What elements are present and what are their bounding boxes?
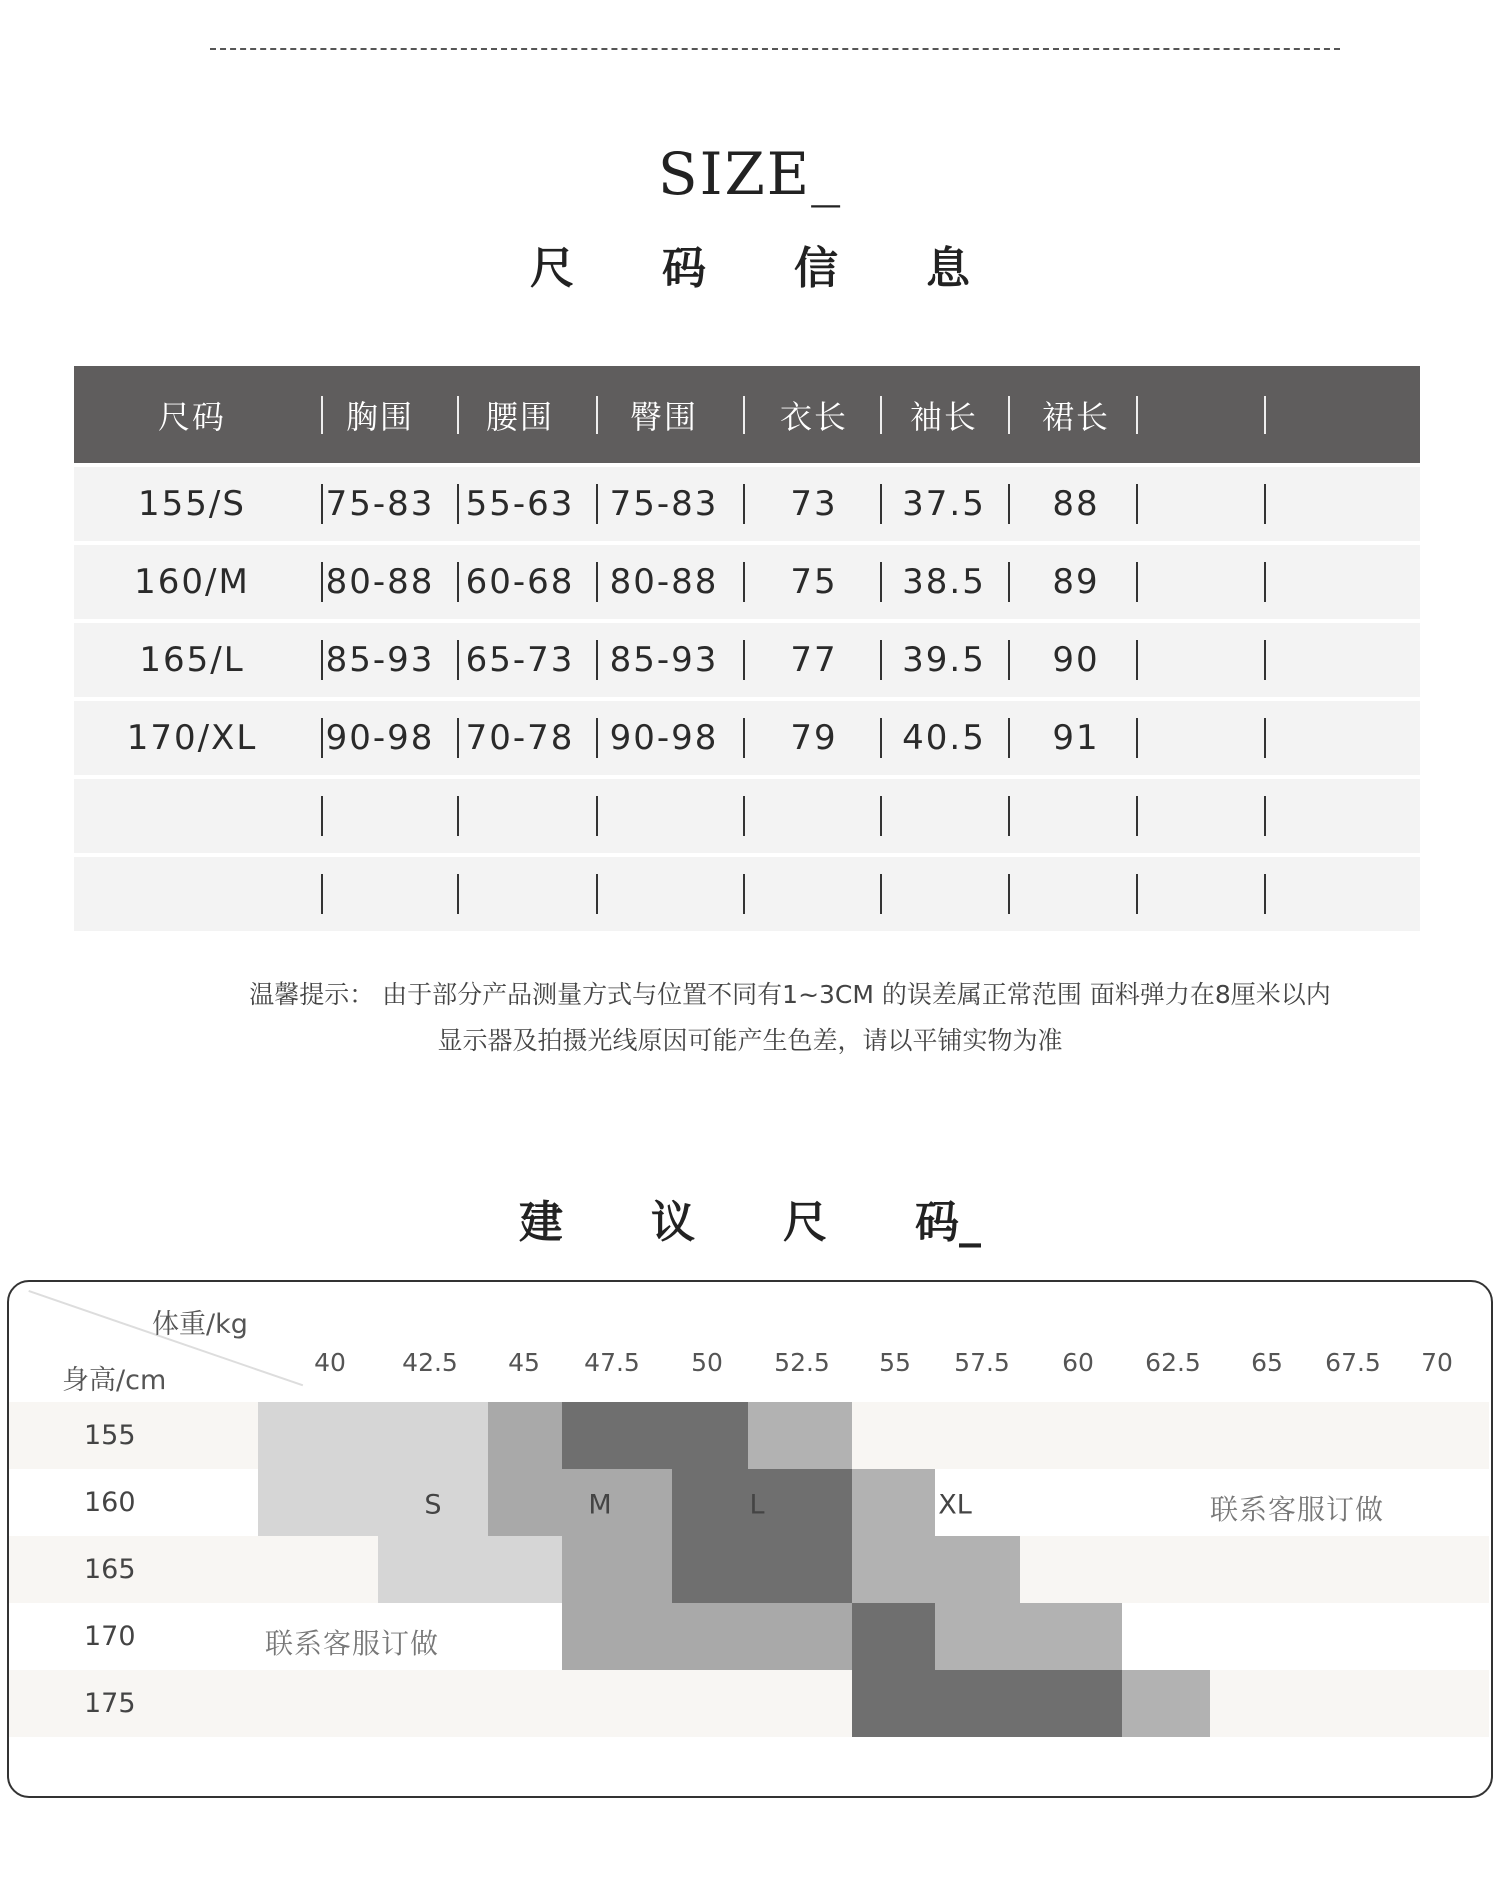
column-separator [1264,718,1266,758]
column-separator [1136,396,1138,434]
column-separator [596,562,598,602]
column-separator [1008,396,1010,434]
size-label-xl: XL [938,1489,972,1521]
column-separator [880,874,882,914]
header-col-waist: 腰围 [485,397,554,436]
cell-col-bust [310,857,450,931]
column-separator [743,484,745,524]
weight-tick-label: 55 [879,1348,911,1377]
cell-col-hip: 80-88 [609,562,719,602]
weight-tick-label: 65 [1251,1348,1283,1377]
cell-col-sleeve [874,779,1014,853]
weight-tick-label: 70 [1421,1348,1453,1377]
weight-tick-label: 50 [691,1348,723,1377]
column-separator [1008,640,1010,680]
cell-col-blank-1 [1126,857,1266,931]
column-separator [457,874,459,914]
cell-col-length: 79 [790,718,838,758]
column-separator [457,640,459,680]
cell-col-bust: 75-83 [325,484,435,524]
size-info-title [0,232,1500,296]
size-block-l [672,1536,852,1603]
table-header-row [74,366,1420,463]
size-block-xl [852,1469,935,1536]
weight-tick-label: 57.5 [954,1348,1010,1377]
cell-col-sleeve: 39.5 [902,640,986,680]
size-block-xl [935,1603,1122,1670]
cell-col-sleeve: 37.5 [902,484,986,524]
header-col-length: 衣长 [779,397,848,436]
column-separator [1264,562,1266,602]
cell-col-skirt: 90 [1052,640,1100,680]
cell-col-waist: 65-73 [465,640,575,680]
column-separator [880,640,882,680]
size-label-l: L [749,1489,765,1521]
size-info-char: 息 [926,243,970,294]
cell-col-bust [310,779,450,853]
weight-tick-label: 62.5 [1145,1348,1201,1377]
column-separator [743,640,745,680]
cell-col-hip [594,779,734,853]
size-label-m: M [588,1489,612,1521]
column-separator [1264,484,1266,524]
height-row-band [9,1670,1489,1737]
column-separator [1008,718,1010,758]
header-col-skirt: 裙长 [1041,397,1110,436]
cell-col-size [122,857,262,931]
cell-col-hip: 85-93 [609,640,719,680]
cell-col-length: 77 [790,640,838,680]
column-separator [596,396,598,434]
weight-axis-label: 体重/kg [152,1309,248,1340]
weight-tick-label: 45 [508,1348,540,1377]
cell-col-skirt [1006,857,1146,931]
column-separator [321,396,323,434]
size-block-s [258,1402,488,1469]
recommend-title [0,1186,1500,1250]
contact-service-custom-text: 联系客服订做 [1210,1493,1385,1526]
cell-col-bust: 80-88 [325,562,435,602]
column-separator [1136,562,1138,602]
column-separator [743,718,745,758]
size-block-m [562,1603,852,1670]
column-separator [880,484,882,524]
weight-tick-label: 60 [1062,1348,1094,1377]
column-separator [596,874,598,914]
column-separator [743,874,745,914]
size-block-xl [1122,1670,1210,1737]
top-dashed-divider [210,48,1340,50]
table-row [74,857,1420,931]
column-separator [1264,640,1266,680]
cell-col-size: 155/S [138,484,246,524]
size-block-l [562,1402,748,1469]
cell-col-sleeve [874,857,1014,931]
size-block-s [378,1536,562,1603]
height-label: 160 [84,1487,136,1518]
tip-note-line-2: 显示器及拍摄光线原因可能产生色差，请以平铺实物为准 [437,1026,1063,1055]
cell-col-skirt [1006,779,1146,853]
height-label: 170 [84,1621,136,1652]
height-label: 165 [84,1554,136,1585]
weight-tick-label: 67.5 [1325,1348,1381,1377]
column-separator [321,796,323,836]
column-separator [457,718,459,758]
size-info-char: 码 [662,243,706,294]
size-block-l [852,1670,1122,1737]
column-separator [457,396,459,434]
column-separator [1136,484,1138,524]
header-col-size: 尺码 [157,397,226,436]
column-separator [457,796,459,836]
column-separator [1136,874,1138,914]
cell-col-skirt: 91 [1052,718,1100,758]
cell-col-blank-1 [1126,701,1266,775]
column-separator [1008,874,1010,914]
cell-col-blank-1 [1126,779,1266,853]
cell-col-blank-2 [1258,701,1398,775]
size-info-char: 尺 [530,243,574,294]
cell-col-blank-2 [1258,467,1398,541]
column-separator [880,396,882,434]
cell-col-size: 170/XL [126,718,258,758]
column-separator [1136,796,1138,836]
size-block-xl [852,1536,1020,1603]
header-col-hip: 臀围 [629,397,698,436]
cell-col-waist [450,857,590,931]
weight-tick-label: 42.5 [402,1348,458,1377]
height-axis-label: 身高/cm [62,1365,167,1396]
size-block-m [488,1469,672,1536]
cell-col-length [744,779,884,853]
size-table [74,366,1420,931]
header-col-blank-1 [1126,366,1266,463]
recommend-title-char: 建 [519,1197,563,1248]
cell-col-skirt: 89 [1052,562,1100,602]
height-label: 155 [84,1420,136,1451]
column-separator [1136,640,1138,680]
recommend-title-char: 码_ [915,1197,981,1248]
size-title: SIZE_ [657,140,843,208]
cell-col-blank-2 [1258,857,1398,931]
column-separator [321,562,323,602]
recommend-title-char: 尺 [783,1197,827,1248]
column-separator [1008,484,1010,524]
column-separator [1136,718,1138,758]
contact-service-custom-text: 联系客服订做 [265,1627,440,1660]
cell-col-hip: 90-98 [609,718,719,758]
size-block-m [488,1402,562,1469]
column-separator [743,562,745,602]
size-label-s: S [424,1489,442,1521]
cell-col-sleeve: 40.5 [902,718,986,758]
column-separator [1008,796,1010,836]
weight-tick-label: 52.5 [774,1348,830,1377]
tip-note-line-1: 温馨提示： 由于部分产品测量方式与位置不同有1~3CM 的误差属正常范围 面料弹力在8厘米以内 [249,980,1331,1009]
cell-col-length: 75 [790,562,838,602]
cell-col-blank-2 [1258,779,1398,853]
header-col-bust: 胸围 [345,397,414,436]
cell-col-hip [594,857,734,931]
cell-col-skirt: 88 [1052,484,1100,524]
column-separator [321,874,323,914]
cell-col-size: 160/M [134,562,250,602]
column-separator [596,484,598,524]
column-separator [743,396,745,434]
cell-col-size: 165/L [139,640,245,680]
column-separator [321,640,323,680]
cell-col-bust: 90-98 [325,718,435,758]
cell-col-blank-1 [1126,623,1266,697]
cell-col-waist [450,779,590,853]
column-separator [1264,796,1266,836]
cell-col-blank-2 [1258,545,1398,619]
size-info-char: 信 [794,243,838,294]
recommend-title-char: 议 [651,1197,695,1248]
column-separator [457,562,459,602]
size-block-xl [748,1402,852,1469]
cell-col-sleeve: 38.5 [902,562,986,602]
cell-col-blank-1 [1126,545,1266,619]
size-block-s [258,1469,488,1536]
cell-col-bust: 85-93 [325,640,435,680]
column-separator [596,718,598,758]
header-col-sleeve: 袖长 [909,397,978,436]
column-separator [321,484,323,524]
cell-col-size [122,779,262,853]
table-row [74,701,1420,775]
weight-tick-label: 40 [314,1348,346,1377]
size-block-m [562,1536,672,1603]
column-separator [1008,562,1010,602]
cell-col-blank-1 [1126,467,1266,541]
weight-tick-label: 47.5 [584,1348,640,1377]
column-separator [457,484,459,524]
table-row [74,779,1420,853]
table-row [74,467,1420,541]
cell-col-blank-2 [1258,623,1398,697]
column-separator [1264,396,1266,434]
column-separator [596,796,598,836]
cell-col-waist: 70-78 [465,718,575,758]
column-separator [1264,874,1266,914]
height-label: 175 [84,1688,136,1719]
size-block-l [852,1603,935,1670]
column-separator [321,718,323,758]
column-separator [880,796,882,836]
cell-col-length: 73 [790,484,838,524]
cell-col-length [744,857,884,931]
column-separator [880,718,882,758]
cell-col-waist: 60-68 [465,562,575,602]
header-col-blank-2 [1258,366,1398,463]
column-separator [596,640,598,680]
table-row [74,623,1420,697]
table-row [74,545,1420,619]
column-separator [880,562,882,602]
cell-col-waist: 55-63 [465,484,575,524]
column-separator [743,796,745,836]
cell-col-hip: 75-83 [609,484,719,524]
